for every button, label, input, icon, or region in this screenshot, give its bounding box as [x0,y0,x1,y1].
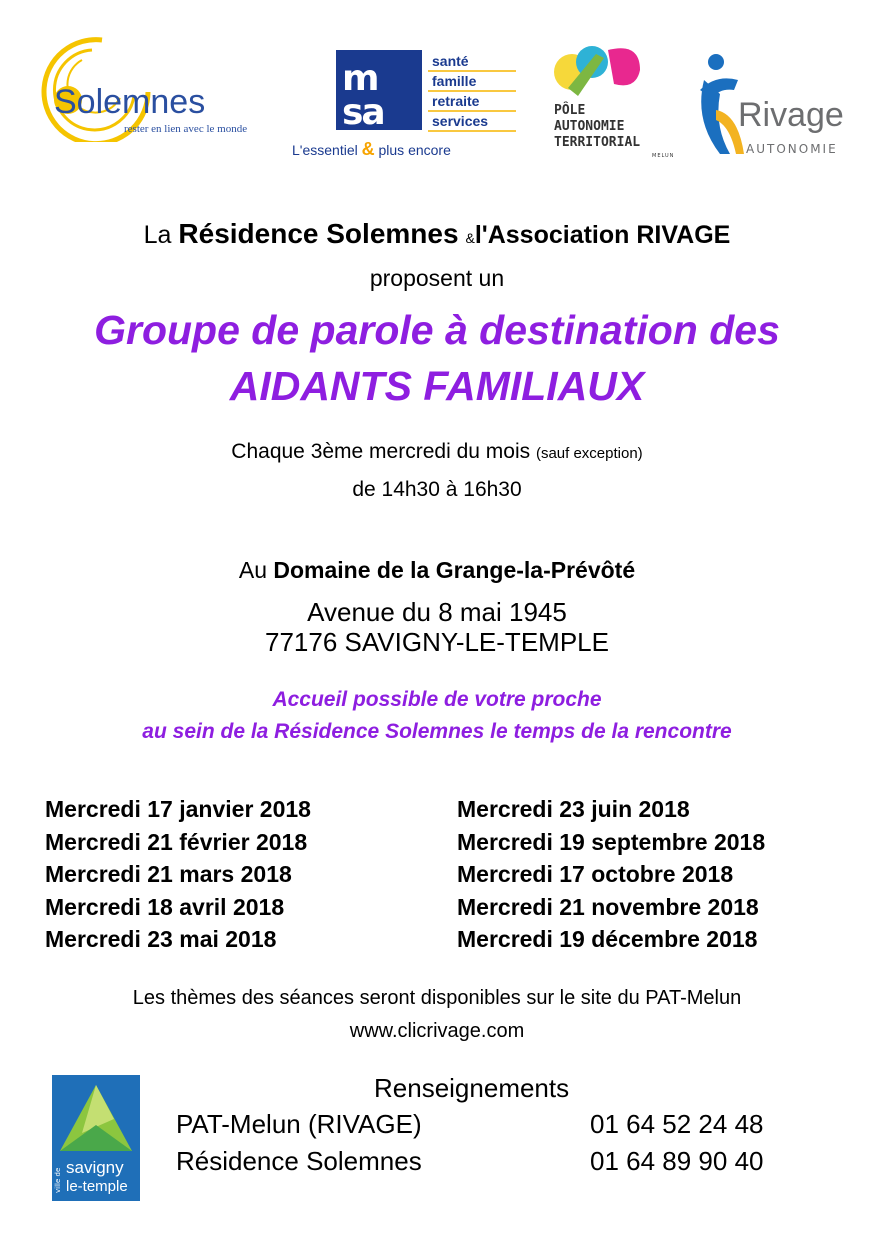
footer-website: www.clicrivage.com [349,1020,525,1042]
place-street: Avenue du 8 mai 1945 [307,597,567,627]
schedule-exception: (sauf exception) [535,445,643,462]
care-line-2: au sein de la Résidence Solemnes le temps de la rencontre [142,720,732,743]
care-line-1: Accueil possible de votre proche [272,688,602,711]
date-item: Mercredi 21 novembre 2018 [457,893,759,920]
contact-phones [590,1106,764,1180]
solemnes-logo-name: Solemnes [54,83,206,121]
date-item: Mercredi 17 janvier 2018 [45,796,311,822]
savigny-line-1: savigny [66,1158,124,1177]
intro-residence: Résidence Solemnes [178,218,459,249]
schedule-line-1 [0,440,874,464]
pole-line-3: TERRITORIAL [554,135,641,150]
date-item: Mercredi 19 décembre 2018 [457,926,758,953]
footer-themes: Les thèmes des séances seront disponibles sur le site du PAT-Melun [132,987,742,1009]
title-line-1: Groupe de parole à destination des [94,307,780,353]
date-item: Mercredi 17 octobre 2018 [457,861,734,888]
savigny-logo [52,1075,140,1201]
pole-line-2: AUTONOMIE [554,119,625,134]
intro-amp: & [465,230,475,246]
rivage-sub: AUTONOMIE [746,142,838,156]
place-line-1 [0,557,874,584]
msa-slogan-amp: & [361,139,375,159]
date-item: Mercredi 18 avril 2018 [45,893,285,920]
rivage-name: Rivage [738,96,844,134]
title-line-2: AIDANTS FAMILIAUX [229,363,645,409]
date-item: Mercredi 21 mars 2018 [45,861,292,888]
svg-text:m: m [342,58,378,99]
intro-proposent: proposent un [369,265,505,291]
msa-line-1: santé [432,53,469,69]
contact-name: PAT-Melun (RIVAGE) [176,1109,422,1139]
contact-names [176,1106,422,1180]
dates-right-column [457,793,857,956]
contact-name: Résidence Solemnes [176,1146,422,1176]
place-city: 77176 SAVIGNY-LE-TEMPLE [265,627,609,657]
contact-phone: 01 64 52 24 48 [590,1109,764,1139]
solemnes-logo [32,32,272,142]
schedule-time: de 14h30 à 16h30 [352,478,522,501]
place-au: Au [238,557,267,583]
date-item: Mercredi 21 février 2018 [45,828,308,855]
intro-association: l'Association RIVAGE [474,221,731,249]
svg-text:L'essentiel & plus enc [292,139,451,159]
contact-phone: 01 64 89 90 40 [590,1146,764,1176]
dates-left-column [45,793,445,956]
date-item: Mercredi 23 juin 2018 [457,796,690,822]
msa-slogan-1: L'essentiel [292,142,358,158]
info-title: Renseignements [374,1073,570,1103]
msa-slogan-2: plus encore [378,142,451,158]
pole-autonomie-logo [548,40,694,162]
intro-line [0,218,874,250]
msa-line-3: retraite [432,93,480,109]
savigny-prefix: ville de [54,1167,62,1193]
pole-sub: MELUN [652,153,675,159]
solemnes-logo-tagline: rester en lien avec le monde [124,123,248,135]
savigny-line-2: le-temple [66,1178,128,1195]
msa-line-4: services [432,113,489,129]
intro-la: La [143,221,172,249]
date-item: Mercredi 23 mai 2018 [45,926,277,953]
pole-line-1: PÔLE [554,103,586,118]
msa-logo [286,46,518,162]
rivage-logo [694,50,854,162]
svg-text:sa: sa [342,92,384,133]
schedule-frequency: Chaque 3ème mercredi du mois [231,440,531,463]
msa-line-2: famille [432,73,477,89]
place-domain: Domaine de la Grange-la-Prévôté [273,557,636,583]
date-item: Mercredi 19 septembre 2018 [457,828,766,855]
